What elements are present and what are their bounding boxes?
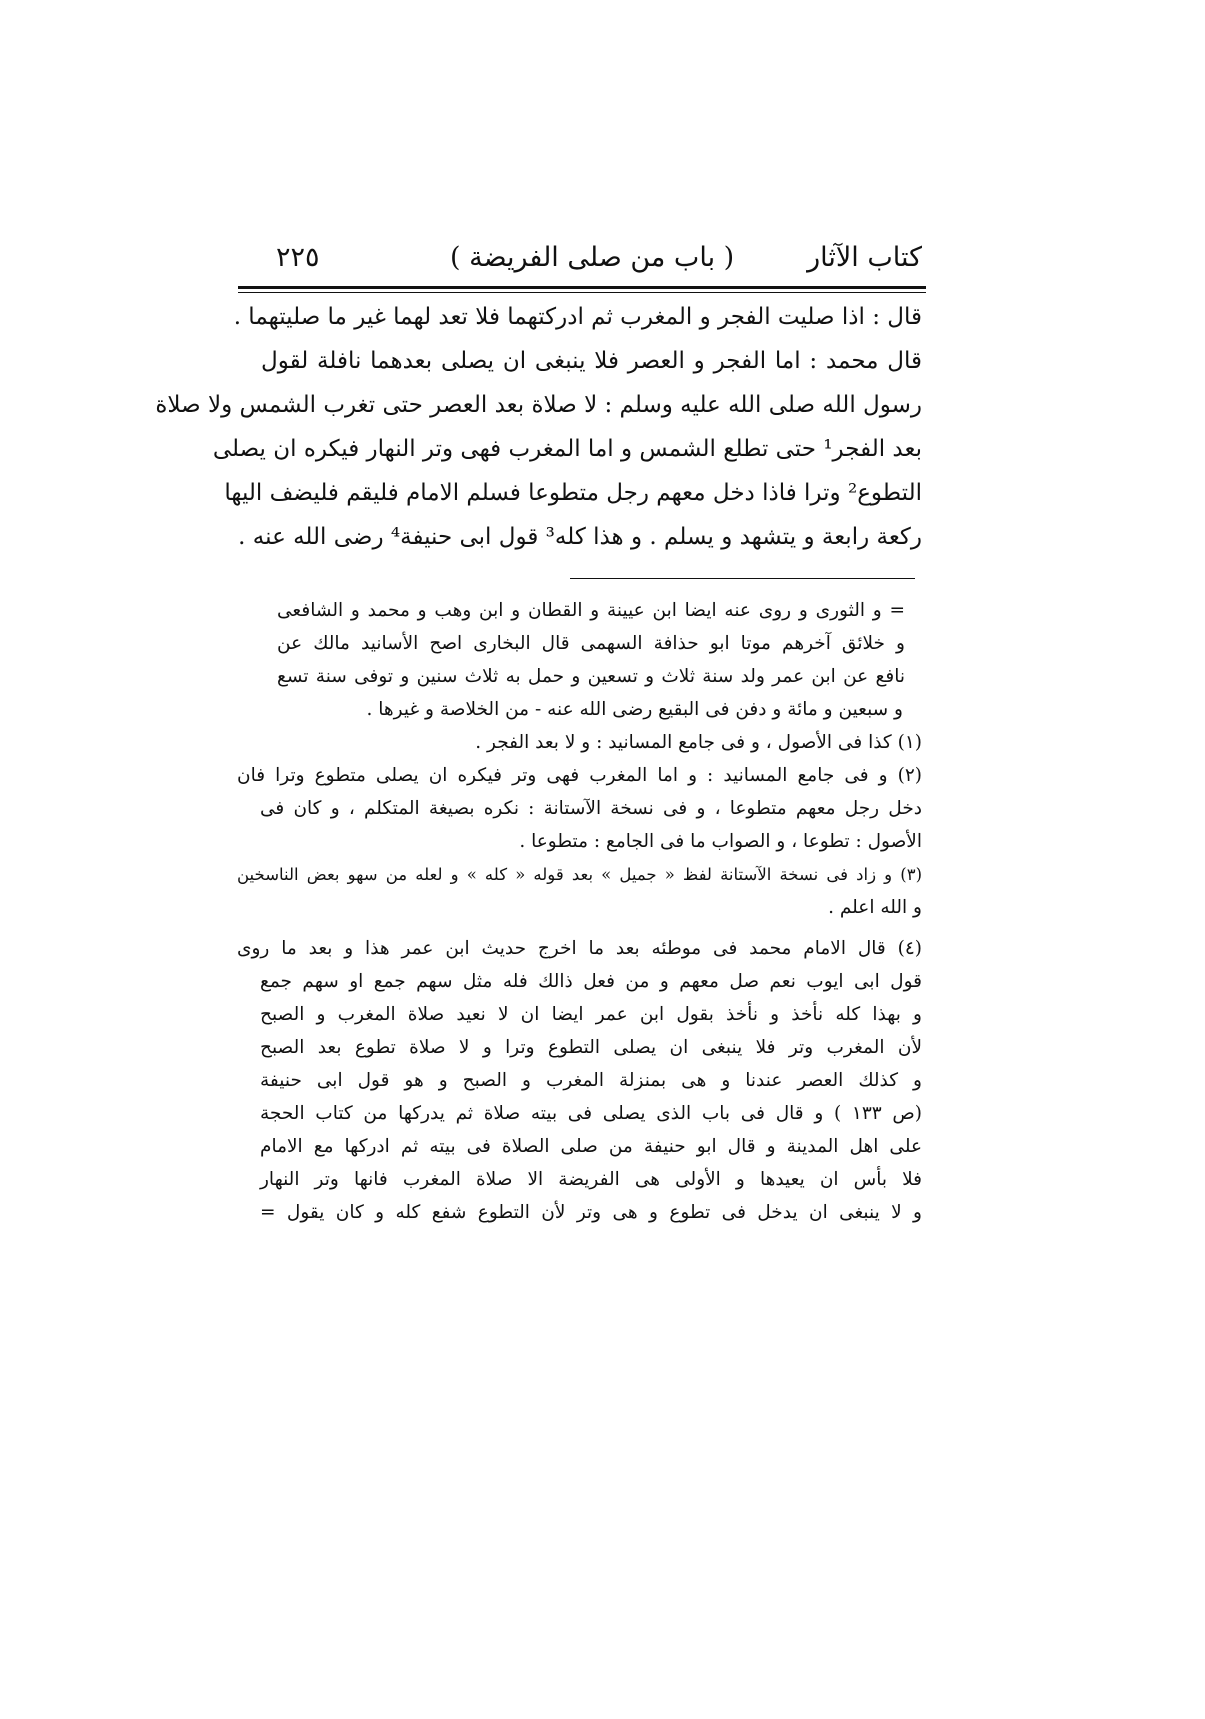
chapter-title: ( باب من صلى الفريضة ) — [450, 242, 735, 273]
header-rule-thick — [238, 286, 926, 289]
main-line: قال : اذا صليت الفجر و المغرب ثم ادركتهما فلا تعد لهما غير ما صليتهما . — [233, 304, 922, 330]
footnote-line: على اهل المدينة و قال ابو حنيفة من صلى الصلاة فى بيته ثم ادركها مع الامام — [260, 1136, 922, 1157]
footnote-line: لأن المغرب وتر فلا ينبغى ان يصلى التطوع وترا و لا صلاة تطوع بعد الصبح — [260, 1037, 922, 1058]
footnote-separator — [570, 578, 915, 579]
footnote-line: الأصول : تطوعا ، و الصواب ما فى الجامع : متطوعا . — [519, 831, 922, 852]
footnote-line: و الله اعلم . — [828, 897, 922, 918]
footnote-4: (٤) قال الامام محمد فى موطئه بعد ما اخرج حديث ابن عمر هذا و بعد ما روى — [237, 938, 922, 959]
footnote-line: = و الثورى و روى عنه ايضا ابن عيينة و القطان و ابن وهب و محمد و الشافعى — [277, 600, 905, 621]
main-line: ركعة رابعة و يتشهد و يسلم . و هذا كله³ قول ابى حنيفة⁴ رضى الله عنه . — [238, 524, 922, 550]
footnote-line: و كذلك العصر عندنا و هى بمنزلة المغرب و الصبح و هو قول ابى حنيفة — [260, 1070, 922, 1091]
footnote-line: فلا بأس ان يعيدها و الأولى هى الفريضة الا صلاة المغرب فانها وتر النهار — [260, 1169, 922, 1190]
main-line: التطوع² وترا فاذا دخل معهم رجل متطوعا فسلم الامام فليقم فليضف اليها — [224, 480, 922, 506]
footnote-line: و بهذا كله نأخذ و نأخذ بقول ابن عمر ايضا ان لا نعيد صلاة المغرب و الصبح — [260, 1004, 922, 1025]
main-line: قال محمد : اما الفجر و العصر فلا ينبغى ان يصلى بعدهما نافلة لقول — [261, 348, 922, 374]
footnote-line: نافع عن ابن عمر ولد سنة ثلاث و تسعين و حمل به ثلاث سنين و توفى سنة تسع — [277, 666, 905, 687]
page-number: ٢٢٥ — [276, 242, 320, 273]
header-rule-thin — [238, 292, 926, 293]
footnote-line: دخل رجل معهم متطوعا ، و فى نسخة الآستانة : نكره بصيغة المتكلم ، و كان فى — [260, 798, 922, 819]
footnote-2: (٢) و فى جامع المسانيد : و اما المغرب فهى وتر فيكره ان يصلى متطوع وترا فان — [237, 765, 922, 786]
book-title: كتاب الآثار — [807, 242, 922, 273]
footnote-line: و خلائق آخرهم موتا ابو حذافة السهمى قال البخارى اصح الأسانيد مالك عن — [277, 633, 905, 654]
footnote-3: (٣) و زاد فى نسخة الآستانة لفظ « جميل » بعد قوله « كله » و لعله من سهو بعض الناسخين — [237, 865, 922, 884]
footnote-line: (ص ١٣٣ ) و قال فى باب الذى يصلى فى بيته صلاة ثم يدركها من كتاب الحجة — [260, 1103, 922, 1124]
main-line: بعد الفجر¹ حتى تطلع الشمس و اما المغرب فهى وتر النهار فيكره ان يصلى — [212, 436, 922, 462]
footnote-line: و سبعين و مائة و دفن فى البقيع رضى الله عنه - من الخلاصة و غيرها . — [366, 699, 903, 720]
footnote-line: قول ابى ايوب نعم صل معهم و من فعل ذالك فله مثل سهم جمع او سهم جمع — [260, 971, 922, 992]
main-line: رسول الله صلى الله عليه وسلم : لا صلاة بعد العصر حتى تغرب الشمس ولا صلاة — [155, 392, 922, 418]
footnote-line: و لا ينبغى ان يدخل فى تطوع و هى وتر لأن التطوع شفع كله و كان يقول = — [260, 1202, 922, 1223]
footnote-1: (١) كذا فى الأصول ، و فى جامع المسانيد : و لا بعد الفجر . — [475, 732, 922, 753]
